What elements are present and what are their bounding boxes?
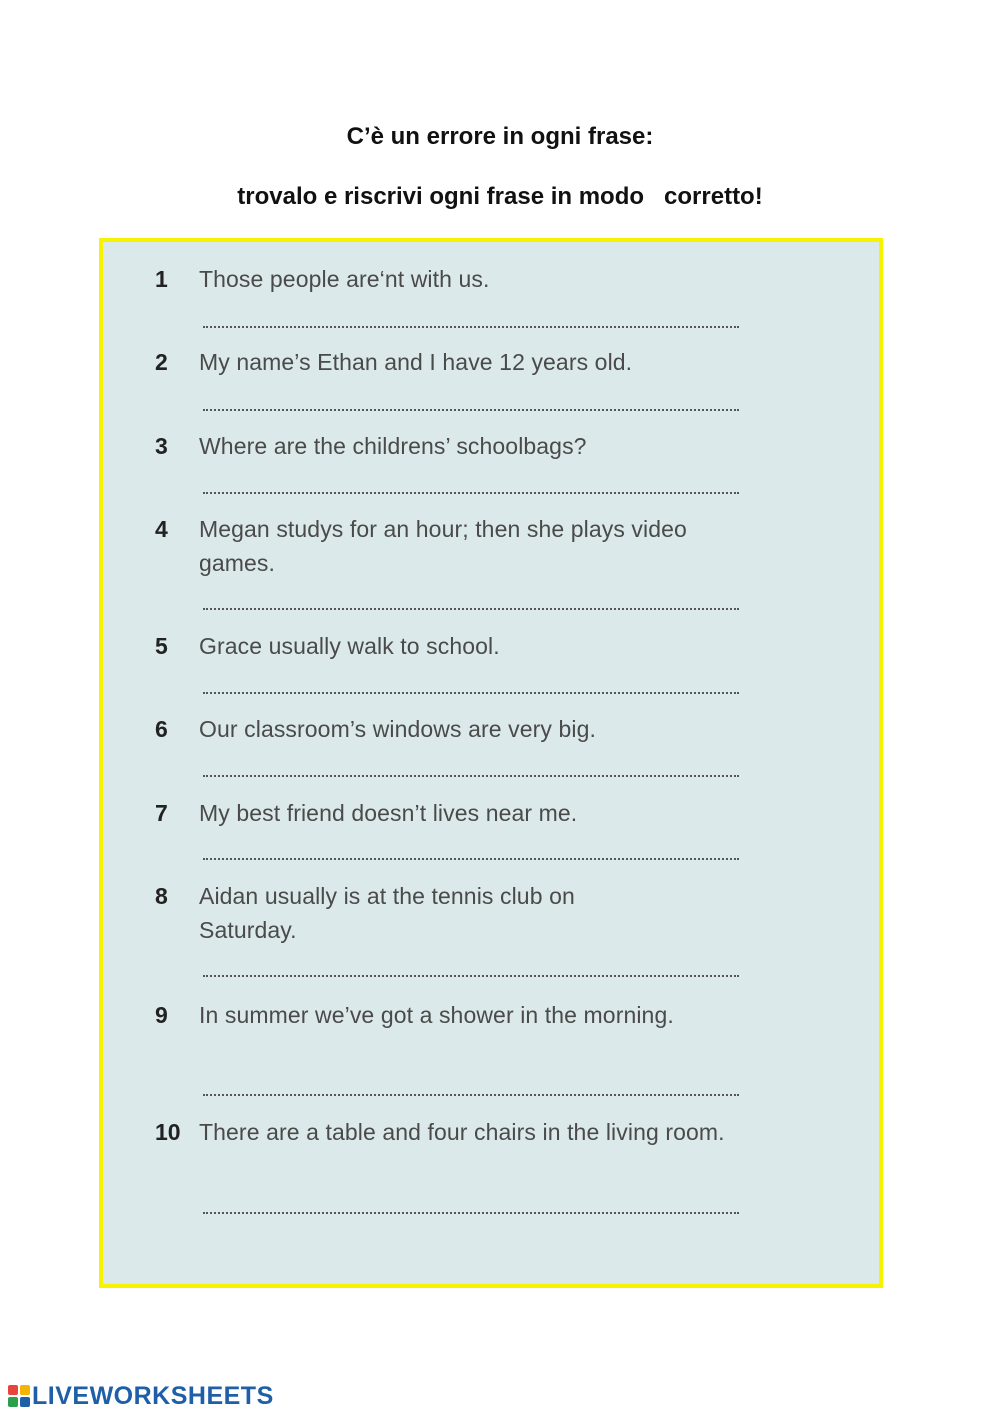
- item-number: 6: [155, 716, 168, 742]
- item-sentence: My name’s Ethan and I have 12 years old.: [199, 349, 633, 375]
- item-number: 4: [155, 516, 168, 542]
- answer-line-8[interactable]: [203, 975, 739, 977]
- answer-line-9[interactable]: [203, 1094, 739, 1096]
- item-sentence: Where are the childrens’ schoolbags?: [199, 433, 587, 459]
- item-sentence: Our classroom’s windows are very big.: [199, 716, 596, 742]
- item-sentence: My best friend doesn’t lives near me.: [199, 800, 578, 826]
- answer-line-10[interactable]: [203, 1212, 739, 1214]
- exercise-box: [99, 238, 883, 1288]
- item-sentence: Megan studys for an hour; then she plays video games.: [199, 516, 687, 576]
- item-sentence: Aidan usually is at the tennis club on Saturday.: [199, 883, 575, 943]
- answer-line-5[interactable]: [203, 692, 739, 694]
- item-sentence: Grace usually walk to school.: [199, 633, 500, 659]
- answer-line-6[interactable]: [203, 775, 739, 777]
- answer-line-2[interactable]: [203, 409, 739, 411]
- instruction-line-1: C’è un errore in ogni frase:: [346, 123, 654, 150]
- item-number: 1: [155, 266, 168, 292]
- item-number: 8: [155, 883, 168, 909]
- answer-line-4[interactable]: [203, 608, 739, 610]
- liveworksheets-logo[interactable]: [8, 1383, 274, 1409]
- answer-line-7[interactable]: [203, 858, 739, 860]
- instruction-line-2: trovalo e riscrivi ogni frase in modo corretto!: [237, 183, 763, 210]
- item-sentence: Those people are‘nt with us.: [199, 266, 490, 292]
- answer-line-3[interactable]: [203, 492, 739, 494]
- item-number: 7: [155, 800, 168, 826]
- item-sentence: There are a table and four chairs in the living room.: [199, 1119, 725, 1145]
- liveworksheets-logo-icon: [8, 1385, 30, 1407]
- item-number: 2: [155, 349, 168, 375]
- item-number: 3: [155, 433, 168, 459]
- liveworksheets-logo-text: LIVEWORKSHEETS: [32, 1382, 274, 1410]
- item-number: 5: [155, 633, 168, 659]
- item-number: 10: [155, 1119, 181, 1145]
- item-number: 9: [155, 1002, 168, 1028]
- item-sentence: In summer we’ve got a shower in the morning.: [199, 1002, 674, 1028]
- answer-line-1[interactable]: [203, 326, 739, 328]
